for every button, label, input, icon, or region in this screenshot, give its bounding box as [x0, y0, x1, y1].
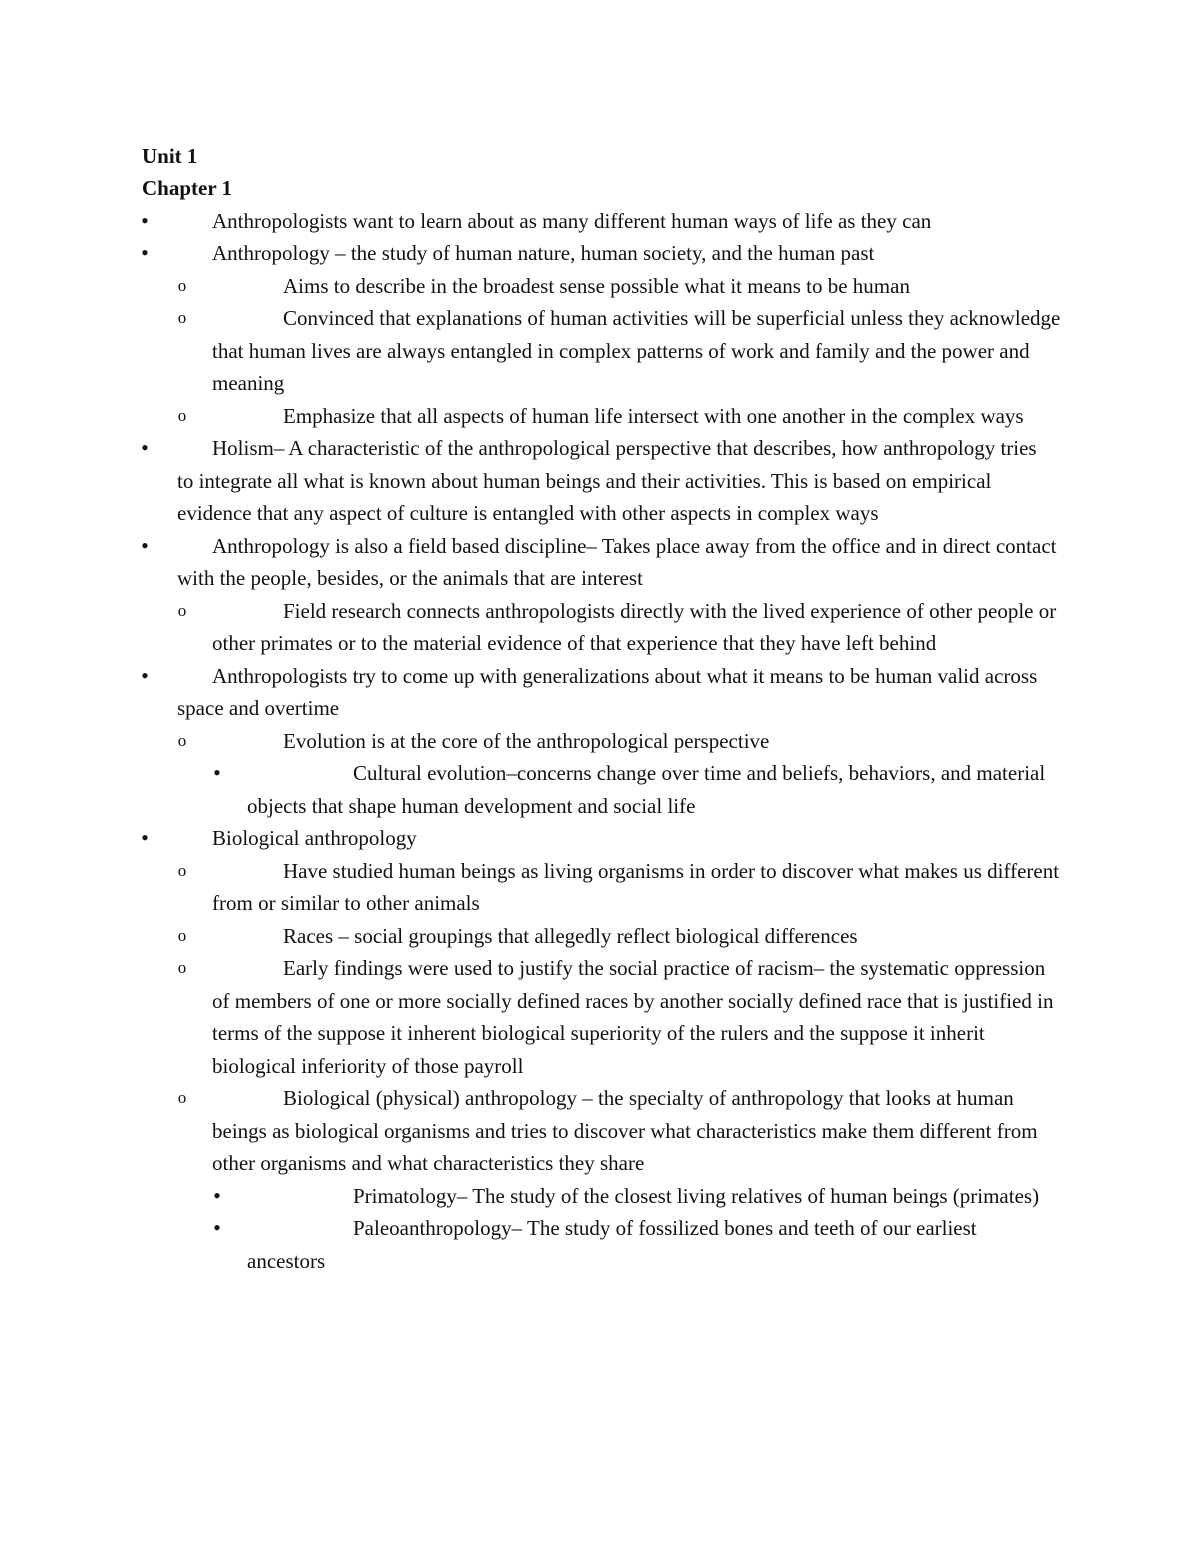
- outline-subitem-text: Races – social groupings that allegedly reflect biological differences: [283, 923, 858, 948]
- sub-bullet-marker: o: [177, 1088, 187, 1107]
- outline-subsubitem-text: Paleoanthropology– The study of fossilized bones and teeth of our earliest ancestors: [247, 1216, 977, 1273]
- outline-subitem: [0, 920, 1062, 953]
- outline-subitem: [0, 595, 1062, 660]
- outline-subitem-text: Convinced that explanations of human activities will be superficial unless they acknowledge that human lives are always entangled in complex patterns of work and family and the power and meaning: [212, 306, 1061, 395]
- outline-subitem: [0, 725, 1062, 758]
- bullet-marker: •: [141, 825, 149, 850]
- outline-subsubitem-text: Cultural evolution–concerns change over time and beliefs, behaviors, and material objects that shape human development and social life: [247, 761, 1046, 818]
- outline-item-text: Anthropology – the study of human nature, human society, and the human past: [212, 241, 875, 265]
- sub-bullet-marker: o: [177, 958, 187, 977]
- bullet-marker: •: [141, 240, 149, 265]
- bullet-marker: •: [141, 662, 149, 688]
- subsub-bullet-marker: •: [213, 1182, 221, 1208]
- bullet-marker: •: [141, 532, 149, 558]
- outline-item-text: Anthropologists want to learn about as many different human ways of life as they can: [212, 208, 932, 233]
- outline-item-text: Anthropologists try to come up with generalizations about what it means to be human valid across space and overtime: [177, 663, 1038, 720]
- sub-bullet-marker: o: [177, 925, 187, 945]
- outline-subsubitem: [0, 1212, 1057, 1277]
- outline-item: [0, 660, 1057, 725]
- subsub-bullet-marker: •: [213, 760, 221, 785]
- outline-subitem-text: Emphasize that all aspects of human life intersect with one another in the complex ways: [283, 403, 1024, 428]
- outline-subitem-text: Evolution is at the core of the anthropological perspective: [283, 728, 770, 753]
- outline-item-text: Holism– A characteristic of the anthropological perspective that describes, how anthropology tries to integrate all what is known about human beings and their activities. This is based on empirical evidence that any aspect of culture is entangled with other aspects in complex ways: [177, 436, 1037, 525]
- outline-item: [0, 822, 1057, 855]
- outline-item: [0, 432, 1057, 530]
- outline-item-text: Anthropology is also a field based discipline– Takes place away from the office and in direct contact with the people, besides, or the animals that are interest: [177, 533, 1057, 590]
- outline-item: [0, 237, 1057, 270]
- sub-bullet-marker: o: [177, 860, 187, 880]
- sub-bullet-marker: o: [177, 308, 187, 327]
- outline-subitem-text: Early findings were used to justify the social practice of racism– the systematic oppression of members of one or more socially defined races by another socially defined race that is justified in terms of the suppose it inherent biological superiority of the rulers and the suppose it inherit biological inferiority of those payroll: [212, 956, 1054, 1078]
- outline-subitem: [0, 855, 1062, 920]
- outline-item: [0, 530, 1057, 595]
- outline-subitem: [0, 1082, 1062, 1180]
- sub-bullet-marker: o: [177, 600, 187, 620]
- notes-outline: [0, 205, 1200, 1278]
- outline-item: [0, 205, 1057, 238]
- outline-subitem-text: Aims to describe in the broadest sense possible what it means to be human: [283, 273, 910, 298]
- outline-subsubitem: [0, 1180, 1057, 1213]
- bullet-marker: •: [141, 435, 149, 460]
- outline-subsubitem: [0, 757, 1057, 822]
- chapter-heading: Chapter 1: [142, 176, 233, 200]
- outline-subitem: [0, 400, 1062, 433]
- outline-subitem-text: Biological (physical) anthropology – the specialty of anthropology that looks at human beings as biological organisms and tries to discover what characteristics make them different from other organisms and what characteristics they share: [212, 1086, 1038, 1175]
- bullet-marker: •: [141, 207, 149, 233]
- outline-item-text: Biological anthropology: [212, 826, 417, 850]
- unit-heading: Unit 1: [142, 144, 198, 168]
- sub-bullet-marker: o: [177, 275, 187, 295]
- sub-bullet-marker: o: [177, 405, 187, 425]
- subsub-bullet-marker: •: [213, 1215, 221, 1240]
- outline-subitem: [0, 270, 1062, 303]
- outline-subitem: [0, 302, 1062, 400]
- outline-subsubitem-text: Primatology– The study of the closest living relatives of human beings (primates): [353, 1183, 1040, 1208]
- outline-subitem-text: Field research connects anthropologists directly with the lived experience of other people or other primates or to the material evidence of that experience that they have left behind: [212, 598, 1057, 655]
- outline-subitem-text: Have studied human beings as living organisms in order to discover what makes us different from or similar to other animals: [212, 858, 1060, 915]
- sub-bullet-marker: o: [177, 730, 187, 750]
- outline-subitem: [0, 952, 1062, 1082]
